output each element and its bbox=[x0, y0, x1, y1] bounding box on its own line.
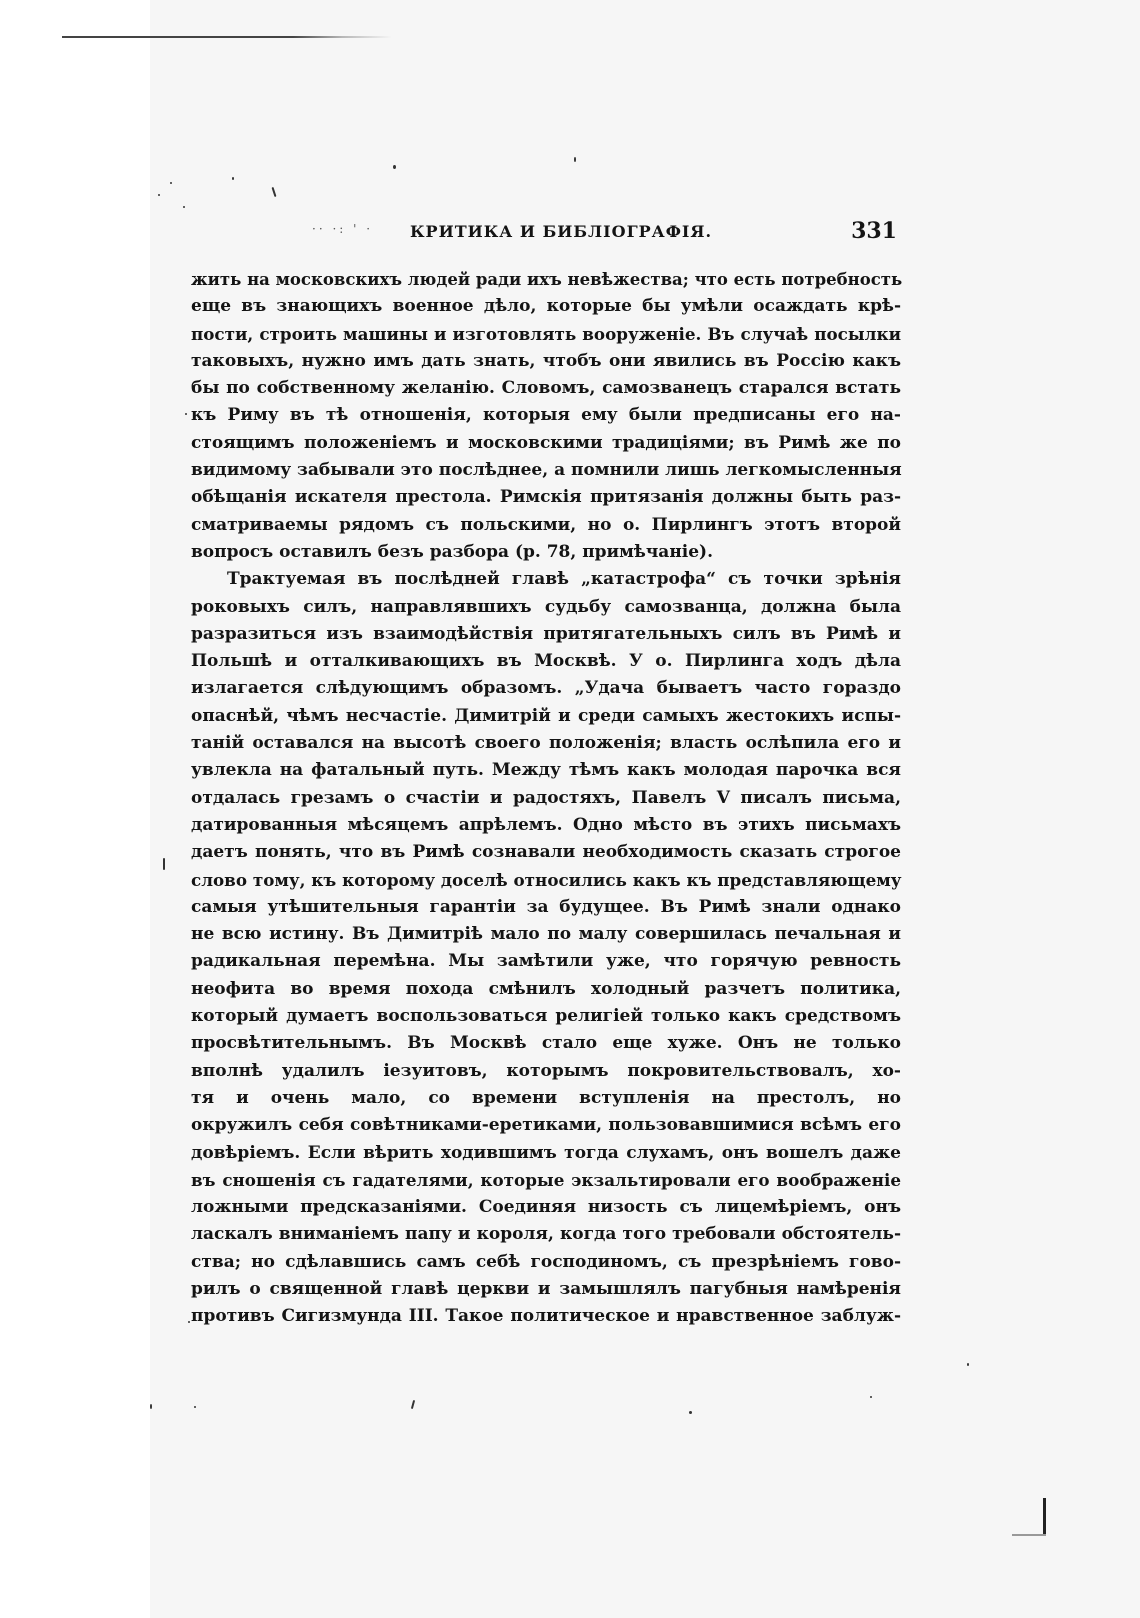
text-line: роковыхъ силъ, направлявшихъ судьбу самозванца, должна была bbox=[191, 596, 901, 617]
text-line: противъ Сигизмунда III. Такое политическое и нравственное заблуж- bbox=[191, 1306, 901, 1327]
text-line: просвѣтительнымъ. Въ Москвѣ стало еще хуже. Онъ не только bbox=[191, 1033, 901, 1054]
text-line: неофита во время похода смѣнилъ холодный разчетъ политика, bbox=[191, 978, 901, 999]
text-line: слово тому, къ которому доселѣ относились какъ къ представляющему bbox=[191, 869, 902, 890]
scan-speck bbox=[188, 1321, 190, 1323]
scan-speck bbox=[158, 194, 160, 196]
scan-speck bbox=[232, 177, 234, 180]
text-line: разразиться изъ взаимодѣйствія притягательныхъ силъ въ Римѣ и bbox=[191, 623, 901, 644]
text-line: сматриваемы рядомъ съ польскими, но о. Пирлингъ этотъ второй bbox=[191, 514, 901, 535]
text-line: жить на московскихъ людей ради ихъ невѣжества; что есть потребность bbox=[191, 270, 903, 289]
scan-speck bbox=[194, 1406, 196, 1408]
text-line: излагается слѣдующимъ образомъ. „Удача бываетъ часто гораздо bbox=[191, 678, 901, 699]
page-edge-foot bbox=[1012, 1534, 1046, 1536]
scan-speck bbox=[150, 1404, 152, 1409]
text-line: стоящимъ положеніемъ и московскими традиціями; въ Римѣ же по bbox=[191, 432, 901, 453]
page-edge-mark bbox=[1043, 1498, 1046, 1536]
text-line: ложными предсказаніями. Соединяя низость съ лицемѣріемъ, онъ bbox=[191, 1197, 901, 1218]
scan-speck bbox=[870, 1396, 872, 1398]
text-line: который думаетъ воспользоваться религіей только какъ средствомъ bbox=[191, 1006, 901, 1027]
text-line: бы по собственному желанію. Словомъ, самозванецъ старался встать bbox=[191, 378, 901, 399]
text-line: видимому забывали это послѣднее, а помнили лишь легкомысленныя bbox=[191, 460, 902, 481]
text-line: окружилъ себя совѣтниками-еретиками, пользовавшимися всѣмъ его bbox=[191, 1115, 901, 1136]
text-line: радикальная перемѣна. Мы замѣтили уже, что горячую ревность bbox=[191, 951, 901, 972]
text-line: самыя утѣшительныя гарантіи за будущее. Въ Римѣ знали однако bbox=[191, 896, 901, 917]
text-line: пости, строить машины и изготовлять вооруженіе. Въ случаѣ посылки bbox=[191, 323, 901, 344]
text-line: обѣщанія искателя престола. Римскія притязанія должны быть раз- bbox=[191, 487, 901, 508]
scan-speck bbox=[185, 413, 187, 415]
scan-speck bbox=[183, 206, 185, 208]
scan-speck bbox=[393, 165, 396, 169]
header-print-marks: ·· ·: ' · bbox=[312, 222, 374, 236]
text-line: Польшѣ и отталкивающихъ въ Москвѣ. У о. Пирлинга ходъ дѣла bbox=[191, 651, 901, 672]
scan-speck bbox=[689, 1411, 692, 1414]
text-line: рилъ о священной главѣ церкви и замышлялъ пагубныя намѣренія bbox=[191, 1278, 901, 1299]
scan-speck bbox=[967, 1363, 969, 1366]
text-line: довѣріемъ. Если вѣрить ходившимъ тогда слухамъ, онъ вошелъ даже bbox=[191, 1142, 901, 1163]
text-line: къ Риму въ тѣ отношенія, которыя ему были предписаны его на- bbox=[191, 405, 901, 426]
text-line: не всю истину. Въ Димитріѣ мало по малу совершилась печальная и bbox=[191, 924, 901, 945]
text-line: еще въ знающихъ военное дѣло, которые бы умѣли осаждать крѣ- bbox=[191, 296, 901, 317]
text-line: ласкалъ вниманіемъ папу и короля, когда того требовали обстоятель- bbox=[191, 1224, 901, 1245]
text-line: вполнѣ удалилъ іезуитовъ, которымъ покровительствовалъ, хо- bbox=[191, 1060, 901, 1081]
text-line: таній оставался на высотѣ своего положенія; власть ослѣпила его и bbox=[191, 733, 901, 754]
running-header bbox=[192, 220, 899, 250]
text-line: отдалась грезамъ о счастіи и радостяхъ, Павелъ V писалъ письма, bbox=[191, 787, 901, 808]
text-line: тя и очень мало, со времени вступленія на престолъ, но bbox=[191, 1087, 901, 1108]
scan-speck bbox=[170, 182, 172, 184]
text-line: опаснѣй, чѣмъ несчастіе. Димитрій и среди самыхъ жестокихъ испы- bbox=[191, 705, 901, 726]
body-text bbox=[191, 266, 901, 1331]
scan-speck bbox=[574, 157, 576, 162]
text-line: Трактуемая въ послѣдней главѣ „катастрофа“ съ точки зрѣнія bbox=[227, 569, 901, 590]
text-line: въ сношенія съ гадателями, которые экзальтировали его воображеніе bbox=[191, 1169, 901, 1190]
text-line: даетъ понять, что въ Римѣ сознавали необходимость сказать строгое bbox=[191, 842, 901, 863]
text-line: ства; но сдѣлавшись самъ себѣ господиномъ, съ презрѣніемъ гово- bbox=[191, 1251, 901, 1272]
scan-speck bbox=[163, 858, 165, 870]
text-line: датированныя мѣсяцемъ апрѣлемъ. Одно мѣсто въ этихъ письмахъ bbox=[191, 814, 901, 835]
top-rule-line bbox=[62, 36, 392, 38]
page-number: 331 bbox=[851, 218, 897, 244]
text-line: вопросъ оставилъ безъ разбора (р. 78, примѣчаніе). bbox=[191, 541, 714, 562]
text-line: таковыхъ, нужно имъ дать знать, чтобъ они явились въ Россію какъ bbox=[191, 350, 901, 371]
header-title: КРИТИКА И БИБЛІОГРАФІЯ. bbox=[410, 222, 713, 241]
text-line: увлекла на фатальный путь. Между тѣмъ какъ молодая парочка вся bbox=[191, 760, 901, 781]
